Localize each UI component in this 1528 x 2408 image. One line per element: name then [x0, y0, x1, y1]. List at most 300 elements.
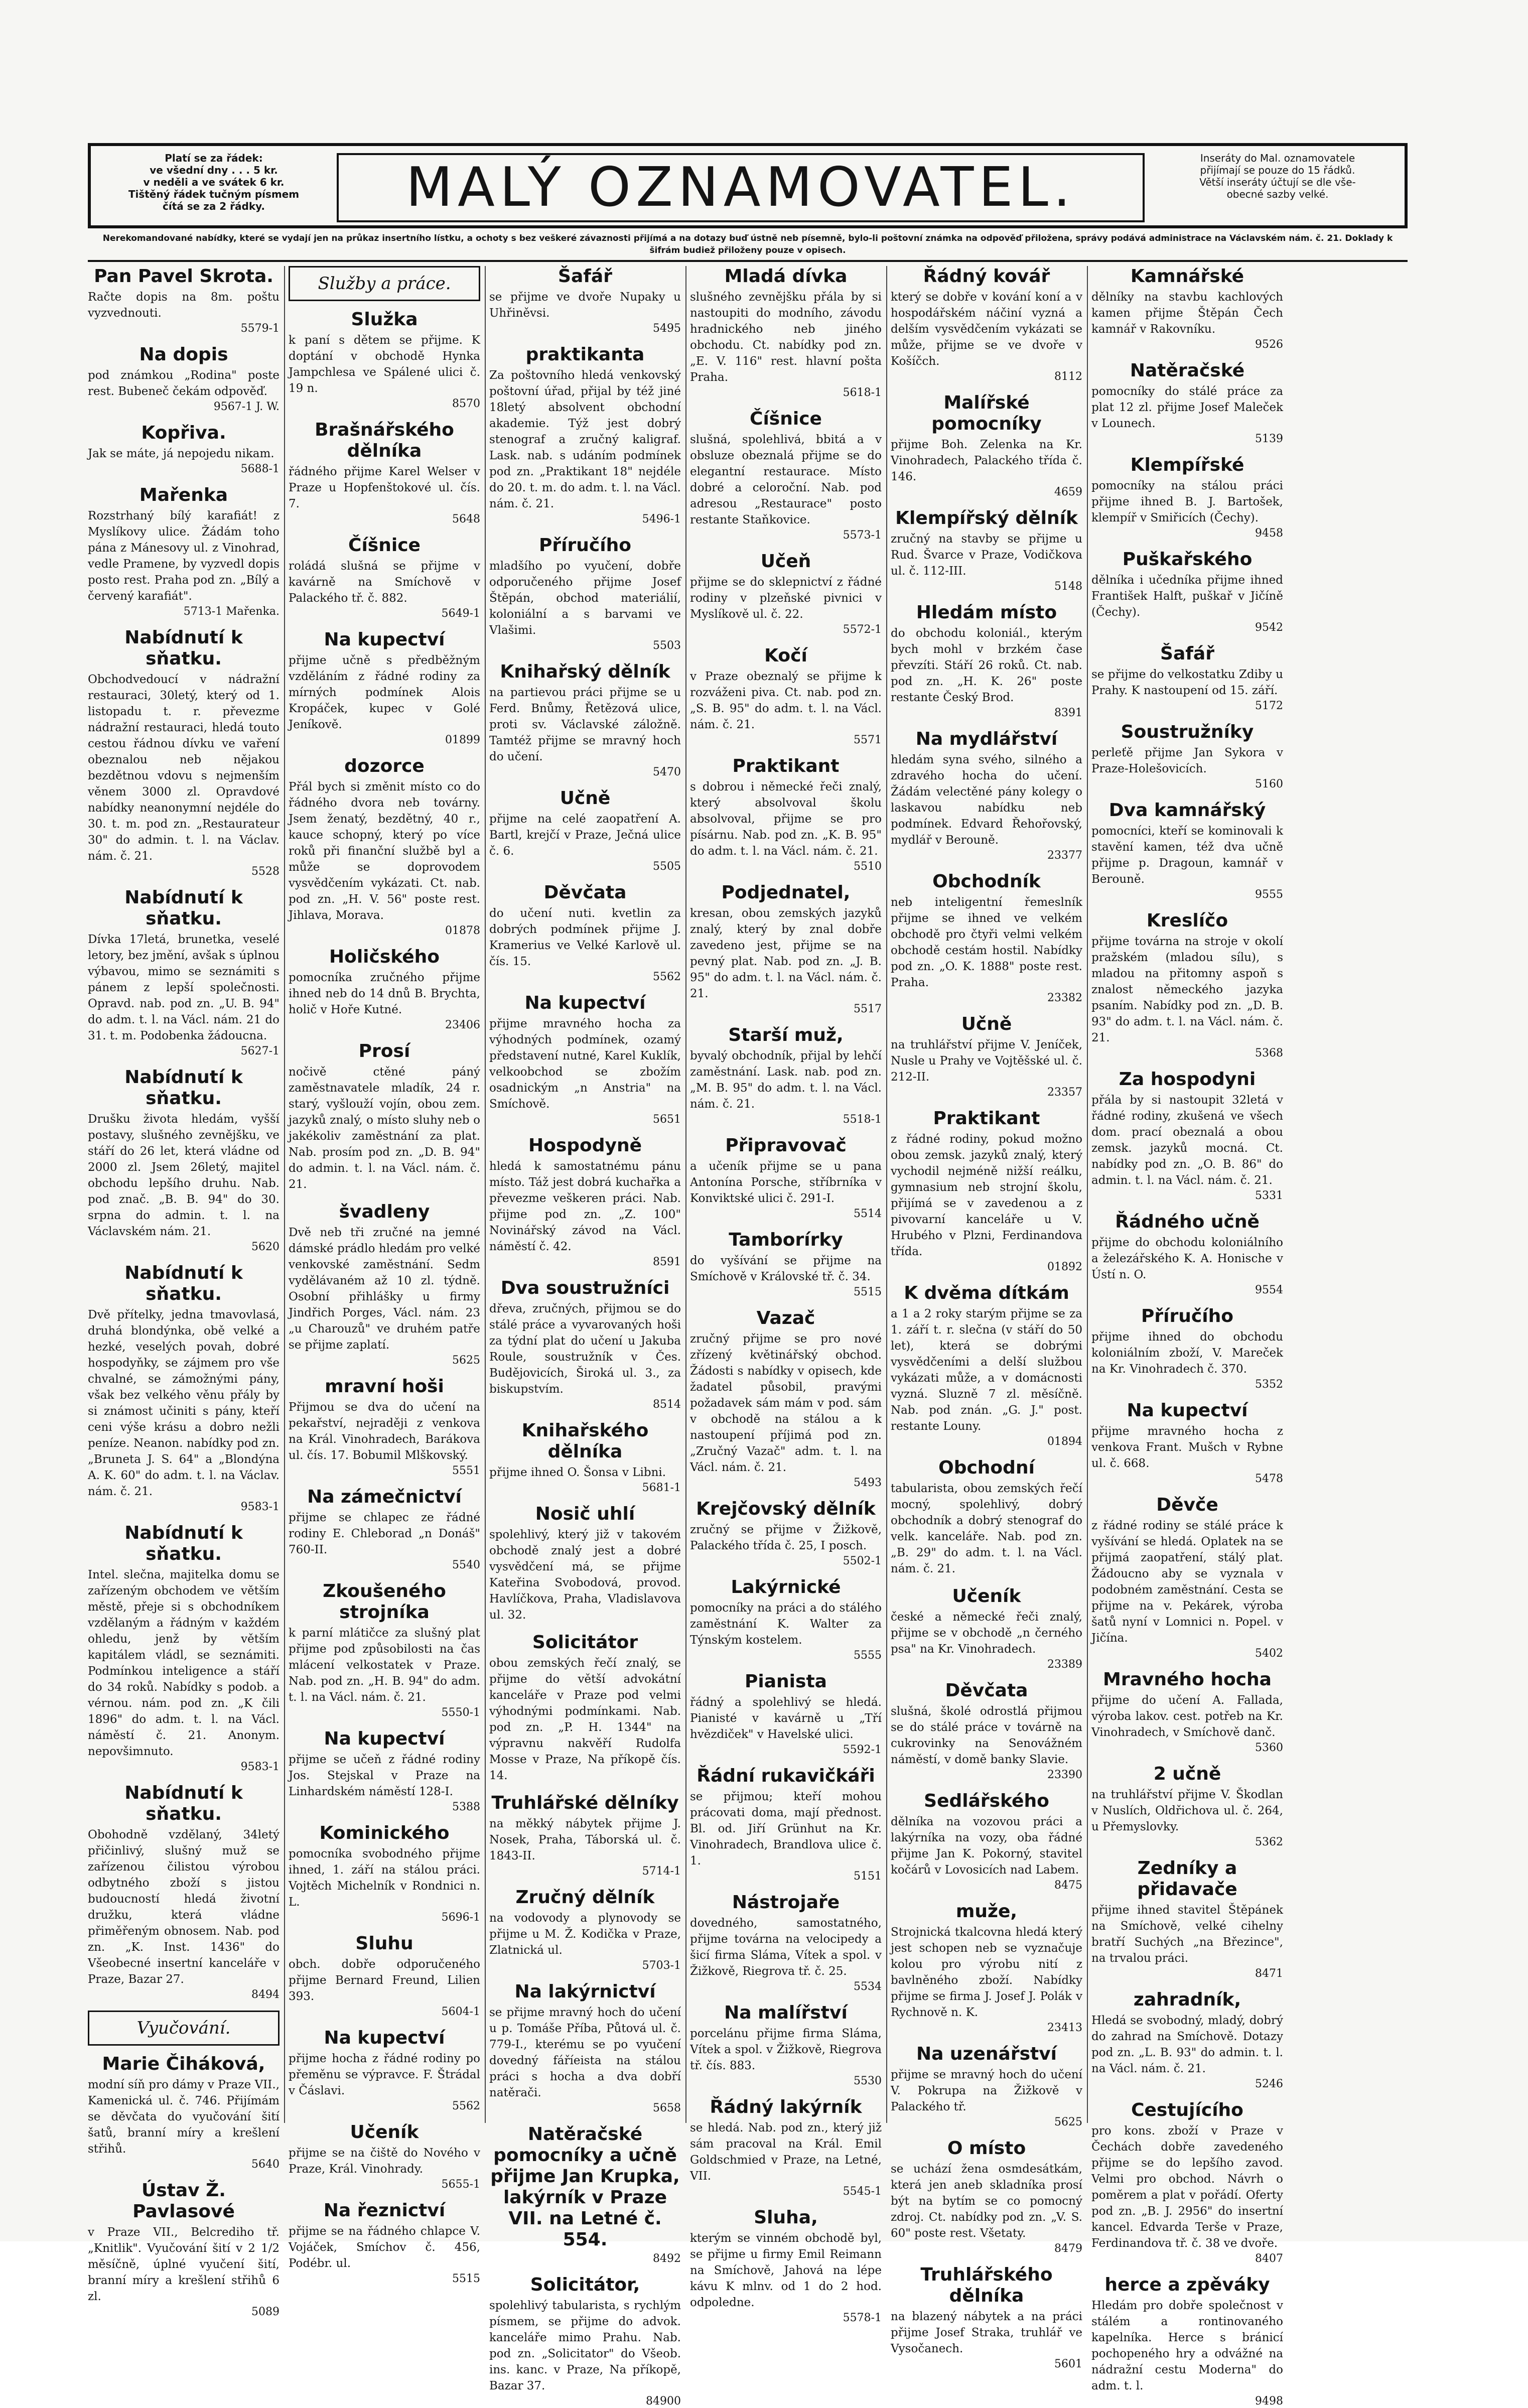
classified-ad — [1091, 1212, 1283, 1297]
ad-number: 8570 — [452, 397, 480, 410]
ad-number: 8391 — [1054, 707, 1082, 719]
ad-number: 5160 — [1255, 778, 1283, 790]
ad-number: 5573-1 — [843, 529, 882, 542]
classified-ad — [489, 1504, 681, 1623]
ad-number: 5362 — [1255, 1836, 1283, 1848]
ad-heading: Lakýrnické — [731, 1577, 841, 1597]
ad-text: přijme se učeň z řádné rodiny Jos. Stejskal v Praze na Linhardském náměstí 128-I. — [289, 1753, 480, 1798]
ad-text: Intel. slečna, majitelka domu se zařízeným obchodem ve větším městě, přeje si s obchodníkem vzdělaným a řádným v každém ohledu, jenž by větším kapitálem vládl, se seznámiti. Podmínkou inteligence a stáří do 34 roků. Nabídky s podob. a vérnou. nám. pod zn. „K čili 1896" do adm. t. l. na Václ. náměstí č. 21. Anonym. nepovšimnuto. — [88, 1568, 280, 1758]
ad-number: 5528 — [251, 865, 280, 878]
column-4 — [690, 266, 882, 2324]
ad-text: Dívka 17letá, brunetka, veselé letory, bez jmění, avšak s úplnou výbavou, mimo se seznámiti s pánem z lepší společnosti. Opravd. nab. pod zn. „U. B. 94" do adm. t. l. na Václ. nám. 21 do 31. t. m. Podobenka žádoucna. — [88, 933, 280, 1042]
ad-text: nočivě ctěné páný zaměstnavatele mladík, 24 r. starý, vyšlouží vojín, obou zem. jazyků znalý, o místo sluhy neb o jakékoliv zaměstnání za plat. Nab. prosím pod zn. „D. B. 94" do admin. t. l. na Václ. nám. č. 21. — [289, 1065, 480, 1191]
classified-ad — [690, 2097, 882, 2198]
classified-ad — [289, 2122, 480, 2191]
ad-text: přijme se mravný hoch do učení V. Pokrupa na Žižkově v Palackého tř. — [891, 2068, 1082, 2113]
classified-ad — [289, 2200, 480, 2286]
classified-ad — [891, 2138, 1082, 2255]
ad-text: přijme mravného hocha z venkova Frant. Mušch v Rybne ul. č. 668. — [1091, 1425, 1283, 1470]
ad-heading: Klempířský dělník — [895, 508, 1078, 528]
ad-number: 23382 — [1047, 992, 1082, 1004]
classified-ad — [891, 1901, 1082, 2035]
ad-text: do vyšívání se přijme na Smíchově v Královské tř. č. 34. — [690, 1254, 882, 1283]
ad-text: pod známkou „Rodina" poste rest. Bubeneč čekám odpověď. — [88, 369, 280, 398]
classified-ad — [88, 1523, 280, 1774]
ad-number: 23377 — [1047, 849, 1082, 862]
ad-heading: Tamborírky — [729, 1230, 843, 1250]
ad-text: tabularista, obou zemských řečí mocný, spolehlivý, dobrý obchodník a dobrý stenograf do velk. kanceláře. Nab. pod zn. „B. 29" do adm. t. l. na Václ. nám. č. 21. — [891, 1482, 1082, 1575]
ad-text: obch. dobře odporučeného přijme Bernard Freund, Lilien 393. — [289, 1958, 480, 2003]
ad-number: 5331 — [1255, 1189, 1283, 1202]
classified-ad — [1091, 643, 1283, 713]
ad-heading: Děvčata — [945, 1680, 1028, 1701]
price-line: v neděli a ve svátek 6 kr. — [143, 176, 285, 188]
ad-text: na vodovody a plynovody se přijme u M. Ž. Kodička v Praze, Zlatnická ul. — [489, 1912, 681, 1957]
ad-text: Račte dopis na 8m. poštu vyzvednouti. — [88, 291, 280, 320]
ad-text: řádného přijme Karel Welser v Praze u Hopfenštokové ul. čís. 7. — [289, 465, 480, 510]
section-heading: Služby a práce. — [289, 266, 480, 301]
ad-number: 8479 — [1054, 2242, 1082, 2255]
ad-heading: Na kupectví — [324, 629, 445, 650]
ad-text: české a německé řeči znalý, přijme se v obchodě „n černého psa" na Kr. Vinohradech. — [891, 1611, 1082, 1656]
ad-number: 5550-1 — [441, 1706, 480, 1719]
ad-number: 5514 — [854, 1208, 882, 1220]
ad-number: 5562 — [452, 2100, 480, 2112]
ad-number: 23389 — [1047, 1658, 1082, 1671]
ad-heading: Natěračské — [1130, 360, 1245, 381]
ad-number: 01878 — [445, 924, 480, 937]
ad-heading: Kreslíčo — [1146, 910, 1228, 931]
insertion-line: obecné sazby velké. — [1226, 188, 1329, 200]
ad-heading: Zručný dělník — [515, 1887, 655, 1908]
ad-heading: Sluha, — [754, 2207, 818, 2228]
ad-text: přijme ihned O. Šonsa v Libni. — [489, 1466, 666, 1479]
ad-text: k paní s dětem se přijme. K doptání v obchodě Hynka Jampchlesa ve Spálené ulici č. 19 n. — [289, 334, 480, 395]
classified-ad — [1091, 1669, 1283, 1755]
classified-ad — [489, 1632, 681, 1784]
column-divider — [1087, 266, 1088, 2123]
ad-text: se přijme do velkostatku Zdiby u Prahy. K nastoupení od 15. září. — [1091, 668, 1283, 697]
classified-ad — [690, 1892, 882, 1993]
ad-heading: Učeň — [760, 551, 811, 572]
ad-number: 5503 — [653, 639, 681, 652]
column-divider — [284, 266, 285, 2123]
ad-heading: Nabídnutí k sňatku. — [124, 1783, 243, 1824]
classified-ad — [88, 266, 280, 335]
ad-text: pomocníky na práci a do stálého zaměstnání K. Walter za Týnským kostelem. — [690, 1601, 882, 1647]
classified-ad — [1091, 1306, 1283, 1391]
ad-heading: Marie Čiháková, — [102, 2054, 265, 2074]
classified-ad — [289, 420, 480, 526]
ad-text: kresan, obou zemských jazyků znalý, který by znal dobře zavedeno jest, přijme se na pevný plat. Nab. pod zn. „J. B. 95" do adm. t. l. na Václ. nám. č. 21. — [690, 907, 882, 1000]
ad-text: z řádné rodiny se stálé práce k vyšívání se hledá. Oplatek na se přijmá zaopatření, stálý plat. Žádoucno aby se vyznala v podobném zaměstnání. Cesta se přijme na v. Pekárek, výroba šatů nyní v Lomnici n. Popel. v Jičína. — [1091, 1519, 1283, 1645]
column-5 — [891, 266, 1082, 2370]
ad-heading: Šafář — [558, 266, 612, 287]
ad-heading: Natěračské pomocníky a učně přijme Jan Krupka, lakýrník v Praze VII. na Letné č. 554. — [490, 2124, 680, 2250]
ad-text: přijme se na čiště do Nového v Praze, Král. Vinohrady. — [289, 2147, 480, 2176]
ad-number: 5510 — [854, 860, 882, 873]
ad-heading: Učně — [961, 1014, 1012, 1034]
ad-heading: Řádného učně — [1115, 1212, 1260, 1232]
ad-number: 9583-1 — [240, 1761, 280, 1773]
ad-heading: Knihařského dělníka — [521, 1420, 649, 1462]
ad-number: 9458 — [1255, 527, 1283, 540]
classified-ad — [289, 1933, 480, 2019]
classified-ad — [1091, 800, 1283, 901]
ad-heading: Nástrojaře — [732, 1892, 840, 1913]
ad-heading: Truhlářské dělníky — [491, 1793, 679, 1813]
classified-ad — [1091, 455, 1283, 540]
ad-heading: zahradník, — [1133, 1989, 1241, 2010]
ad-text: z řádné rodiny, pokud možno obou zemsk. jazyků znalý, který vychodil nejméně nižší reálku, gymnasium neb strojní školu, přijímá se v zavedenou a z pivovarní kanceláře u V. Hrubého v Plzni, Ferdinandova třída. — [891, 1133, 1082, 1258]
ad-heading: Na malířství — [724, 2002, 848, 2023]
ad-heading: Za hospodyni — [1119, 1069, 1256, 1090]
classified-ad — [289, 1487, 480, 1572]
ad-number: 9583-1 — [240, 1501, 280, 1513]
ad-heading: Na mydlářství — [915, 729, 1058, 749]
ad-heading: Praktikant — [933, 1108, 1040, 1129]
ad-number: 01892 — [1047, 1261, 1082, 1273]
ad-text: na měkký nábytek přijme J. Nosek, Praha, Táborská ul. č. 1843-II. — [489, 1817, 681, 1862]
ad-text: mladšího po vyučení, dobře odporučeného přijme Josef Štěpán, obchod materiálií, koloniální a s barvami ve Vlašimi. — [489, 560, 681, 637]
ad-text: přijme hocha z řádné rodiny po přeměnu se výpravce. F. Štrádal v Čáslavi. — [289, 2052, 480, 2097]
ad-number: 9498 — [1255, 2395, 1283, 2407]
ad-text: přijme továrna na stroje v okolí pražském (mladou sílu), s mladou na přitomny aspoň s znalost německého jazyka psaním. Nabídky pod zn. „D. B. 93" do adm. t. l. na Václ. nám. č. 21. — [1091, 935, 1283, 1044]
ad-heading: Řádný kovář — [923, 266, 1050, 287]
classified-ad — [690, 266, 882, 399]
ad-number: 8494 — [251, 1988, 280, 2001]
classified-ad — [891, 1586, 1082, 1671]
ad-text: pomocníka svobodného přijme ihned, 1. září na stálou práci. Vojtěch Michelník v Rondnici n. L. — [289, 1847, 480, 1909]
ad-number: 8471 — [1255, 1967, 1283, 1980]
ad-heading: praktikanta — [525, 344, 645, 365]
column-6 — [1091, 266, 1283, 2407]
classified-ad — [289, 1041, 480, 1192]
classified-ad — [1091, 360, 1283, 446]
ad-number: 5572-1 — [843, 623, 882, 636]
ad-text: slušná, spolehlivá, bbitá a v obsluze obeznalá přijme se do elegantní restaurace. Místo dobré a celoroční. Nab. pod adresou „Restaurace" posto restante Staňkovice. — [690, 433, 882, 526]
ad-heading: Kamnářské — [1130, 266, 1244, 287]
ad-heading: Na kupectví — [324, 1728, 445, 1749]
ad-text: Za poštovního hledá venkovský poštovní úřad, přijal by též jiné 18letý absolvent obchodní akademie. Týž jest dobrý stenograf a zručný kaligraf. Lask. nab. s udáním podmínek pod zn. „Praktikant 18" nejdéle do 20. t. m. do adm. t. l. na Václ. nám. č. 21. — [489, 369, 681, 510]
ad-text: se přijme ve dvoře Nupaky u Uhřiněvsi. — [489, 291, 681, 320]
classified-ad — [891, 392, 1082, 499]
ad-heading: Děvčata — [543, 882, 627, 903]
classified-ad — [690, 1230, 882, 1299]
ad-number: 5655-1 — [441, 2178, 480, 2191]
ad-number: 5496-1 — [642, 513, 681, 525]
ad-text: Drušku života hledám, vyšší postavy, slušného zevnějšku, ve stáří do 26 let, která vládne od 2000 zl. Jsem 26letý, majitel obchodu lepšího druhu. Nab. pod znač. „B. B. 94" do 30. srpna do admin. t. l. na Václavském nám. 21. — [88, 1113, 280, 1238]
ad-heading: Nabídnutí k sňatku. — [124, 1067, 243, 1109]
ad-heading: Příručího — [539, 535, 631, 556]
ad-text: Dvě přítelky, jedna tmavovlasá, druhá blondýnka, obě velké a hezké, veselých povah, dobré hospodyňky, se zájmem pro vše chvalné, se zámožnými pány, však bez velkého věnu přály by si známost učiniti s pány, kteří ceni výše krásu a dobro nežli peníze. Neanon. nabídky pod zn. „Bruneta J. S. 64" a „Blondýna A. K. 60" do adm. t. l. na Václav. nám. č. 21. — [88, 1308, 280, 1498]
ad-number: 23406 — [445, 1019, 480, 1031]
ad-heading: Šafář — [1160, 643, 1214, 664]
ad-heading: Nosič uhlí — [535, 1504, 635, 1524]
ad-number: 5620 — [251, 1241, 280, 1253]
ad-heading: Nabídnutí k sňatku. — [124, 1523, 243, 1564]
ad-number: 5151 — [854, 1870, 882, 1883]
ad-number: 8514 — [653, 1398, 681, 1411]
classified-ad — [489, 1793, 681, 1878]
ad-text: přijme se do sklepnictví z řádné rodiny v plzeňské pivnici v Myslíkově ul. č. 22. — [690, 576, 882, 621]
classified-ad — [690, 2002, 882, 2088]
ad-number: 5681-1 — [642, 1482, 681, 1494]
classified-ad — [489, 993, 681, 1126]
classified-ad — [891, 2264, 1082, 2371]
ad-heading: Obchodní — [938, 1457, 1035, 1478]
ad-text: slušná, školé odrostlá přijmou se do stálé práce v továrně na cukrovinky na Senovážném náměstí, v domě banky Slavie. — [891, 1705, 1082, 1766]
classified-ad — [88, 1263, 280, 1514]
classified-ad — [690, 2207, 882, 2325]
ad-text: na truhlářství přijme V. Škodlan v Nuslích, Oldřichova ul. č. 264, u Přemyslovky. — [1091, 1788, 1283, 1833]
ad-number: 5604-1 — [441, 2005, 480, 2018]
ad-text: se uchází žena osmdesátkám, která jen aneb skladníka prosí být na bytím se co pomocný zdroj. Ct. nabídky pod zn. „V. S. 60" poste rest. Všetaty. — [891, 2163, 1082, 2240]
price-line: ve všední dny . . . 5 kr. — [150, 164, 278, 176]
ad-text: přijme Boh. Zelenka na Kr. Vinohradech, Palackého třída č. 146. — [891, 438, 1082, 483]
ad-number: 01894 — [1047, 1435, 1082, 1448]
classified-ad — [1091, 1495, 1283, 1660]
ad-text: na blazený nábytek a na práci přijme Josef Straka, truhlář ve Vysočanech. — [891, 2310, 1082, 2355]
ad-number: 5139 — [1255, 433, 1283, 445]
ad-text: v Praze VII., Belcrediho tř. „Knitlik". Vyučování šití v 2 1/2 měsíčně, úplné vyučení šití, branní míry a krešlení střihů 6 zl. — [88, 2226, 280, 2303]
ad-text: spolehlivý, který již v takovém obchodě znalý jest a dobré vysvědčení má, se přijme Kateřina Svobodová, provod. Havlíčkova, Praha, Vladislavova ul. 32. — [489, 1528, 681, 1622]
ad-number: 5470 — [653, 766, 681, 778]
ad-heading: Na uzenářství — [916, 2044, 1057, 2064]
column-divider — [685, 266, 686, 2123]
ad-number: 8475 — [1054, 1879, 1082, 1892]
ad-text: zručný na stavby se přijme u Rud. Švarce v Praze, Vodičkova ul. č. 112-III. — [891, 532, 1082, 578]
ad-text: neb inteligentní řemeslník přijme se ihned ve velkém obchodě pro čtyři velmi velkém obchodě cestám hostil. Nabídky pod zn. „O. K. 1888" poste rest. Praha. — [891, 896, 1082, 989]
classified-ad — [690, 1577, 882, 1662]
ad-text: na truhlářství přijme V. Jeníček, Nusle u Prahy ve Vojtěšské ul. č. 212-II. — [891, 1038, 1082, 1084]
classified-ad — [690, 1499, 882, 1568]
ad-heading: Na kupectví — [524, 993, 646, 1013]
classified-ad — [891, 1457, 1082, 1577]
ad-heading: Učně — [560, 788, 611, 809]
column-divider — [886, 266, 887, 2123]
ad-text: Obchodvedoucí v nádražní restauraci, 30letý, který od 1. listopadu t. r. převezme nádražní restauraci, hledá touto cestou řádnou dívku ve vaření obeznalou neb nějakou bezdětnou vdovu s nejmenším věnem 3000 zl. Opravdové nabídky neanonymní nejdéle do 30. t. m. pod zn. „Restaurateur 30" do admin. t. l. na Václav. nám. č. 21. — [88, 673, 280, 863]
ad-text: pro kons. zboží v Praze v Čechách dobře zavedeného přijme se do lepšího zavod. Velmi pro obchod. Návrh o poměrem a plat v pořádí. Oferty pod zn. „B. J. 2956" do insertní kancel. Edvarda Terše v Praze, Ferdinandova tř. č. 38 ve dvoře. — [1091, 2124, 1283, 2250]
classified-ad — [891, 1283, 1082, 1448]
ad-text: porcelánu přijme firma Sláma, Vítek a spol. v Žižkově, Riegrova tř. čís. 883. — [690, 2027, 882, 2072]
ad-number: 5148 — [1054, 580, 1082, 593]
ad-text: dřeva, zručných, přijmou se do stálé práce a vyvarovaných hoši za týdní plat do učení u Jakuba Roule, soustružník v Čes. Budějovicích, Široká ul. 3., za biskupstvím. — [489, 1302, 681, 1396]
classified-ad — [289, 1581, 480, 1719]
ad-heading: švadleny — [339, 1201, 430, 1222]
ad-number: 5515 — [854, 1286, 882, 1298]
classified-ad — [1091, 1069, 1283, 1202]
price-line: čítá se za 2 řádky. — [163, 200, 265, 212]
ad-text: Dvě neb tři zručné na jemné dámské prádlo hledám pro velké venkovské zaměstnání. Sedm vydělávaném až 10 zl. týdně. Osobní přihlášky u firmy Jindřich Porges, Václ. nám. 23 „u Charouzů" ve druhém patře se přijme zaplatí. — [289, 1226, 480, 1352]
classified-ad — [289, 1376, 480, 1478]
ad-heading: Děvče — [1156, 1495, 1218, 1515]
ad-heading: herce a zpěváky — [1104, 2275, 1270, 2295]
ad-number: 5601 — [1054, 2358, 1082, 2370]
classified-ad — [690, 1025, 882, 1126]
ad-number: 5534 — [854, 1980, 882, 1993]
ad-text: pomocníci, kteří se kominovali k stavění kamen, též dva učně přijme p. Dragoun, kamnář v Berouně. — [1091, 825, 1283, 886]
ad-heading: muže, — [955, 1901, 1018, 1922]
classified-ad — [289, 1728, 480, 1814]
ad-heading: Klempířské — [1130, 455, 1244, 475]
ad-number: 5352 — [1255, 1378, 1283, 1391]
header-rule — [88, 260, 1408, 262]
insertion-info — [1152, 152, 1403, 200]
classified-ad — [1091, 1764, 1283, 1849]
ad-number: 8591 — [653, 1256, 681, 1268]
ad-text: s dobrou i německé řeči znalý, který absolvoval školu absolvoval, přijme se pro písárnu. Nab. pod zn. „K. B. 95" do adm. t. l. na Václ. nám. č. 21. — [690, 780, 882, 858]
ad-text: slušného zevnějšku přála by si nastoupiti do modního, závodu hradnického neb jiného obchodu. Ct. nabídky pod zn. „E. V. 116" rest. hlavní pošta Praha. — [690, 291, 882, 384]
ad-text: který se dobře v kování koní a v hospodářském náčiní vyzná a delším vysvědčením vykázati se může, přijme se ve dvoře v Košíčch. — [891, 291, 1082, 368]
ad-heading: Zkoušeného strojníka — [323, 1581, 446, 1623]
classified-ad — [489, 2275, 681, 2408]
ad-text: zručný se přijme v Žižkově, Palackého třída č. 25, I posch. — [690, 1523, 882, 1552]
classified-ad — [289, 947, 480, 1032]
ad-heading: Puškařského — [1122, 549, 1253, 570]
ad-number: 5517 — [854, 1003, 882, 1015]
classified-ad — [891, 2044, 1082, 2129]
classified-ad — [489, 1981, 681, 2115]
ad-text: se přijme mravný hoch do učení u p. Tomáše Příba, Půtová ul. č. 779-I., kterému se po vyučení dovedný fáříeista na stálou práci s hocha a dva dobří natěrači. — [489, 2006, 681, 2099]
ad-text: Obohodně vzdělaný, 34letý přičinlivý, slušný muž se zařízenou čilistou výrobou odbytného zboží s jistou budoucností hledá životní družku, která vládne přiměřeným obnosem. Nab. pod zn. „K. Inst. 1436" do Všeobecné insertní kanceláře v Praze, Bazar 27. — [88, 1828, 280, 1986]
ad-number: 84900 — [646, 2395, 681, 2407]
ad-text: a 1 a 2 roky starým přijme se za 1. září t. r. slečna (v stáří do 50 let), která se dobrými vysvědčeními a delší službou vykázati může, a v domácnosti vyzná. Sluzně 7 zl. měsíčně. Nab. pod znán. „G. J." post. restante Louny. — [891, 1307, 1082, 1433]
ad-text: a učeník přijme se u pana Antonína Porsche, stříbrníka v Konviktské ulici č. 291-I. — [690, 1160, 882, 1205]
ad-number: 5658 — [653, 2102, 681, 2114]
ad-text: k parní mlátičce za slušný plat přijme pod způsobilosti na čas mlácení velkostatek v Praze. Nab. pod zn. „H. B. 94" do adm. t. l. na Václ. nám. č. 21. — [289, 1627, 480, 1704]
classified-ad — [891, 871, 1082, 1005]
ad-heading: Mařenka — [139, 485, 228, 505]
ad-number: 5579-1 — [240, 322, 280, 335]
ad-heading: Vazač — [756, 1308, 815, 1328]
ad-heading: Prosí — [358, 1041, 410, 1061]
ad-text: roládá slušná se přijme v kavárně na Smíchově v Palackého tř. č. 882. — [289, 560, 480, 605]
ad-number: 5530 — [854, 2075, 882, 2087]
ad-text: perleťě přijme Jan Sykora v Praze-Holešovicích. — [1091, 746, 1283, 775]
ad-heading: Dva kamnářský — [1108, 800, 1266, 821]
ad-number: 5545-1 — [843, 2185, 882, 2198]
ad-number: 5640 — [251, 2158, 280, 2171]
ad-text: do obchodu koloniál., kterým bych mohl v brzkém čase převzíti. Stáří 26 roků. Ct. nab. pod zn. „H. K. 26" poste restante Český Brod. — [891, 627, 1082, 704]
ad-text: do učení nuti. kvetlin za dobrých podmínek přijme J. Kramerius ve Velké Karlově ul. čís. 15. — [489, 907, 681, 968]
ad-number: 9526 — [1255, 338, 1283, 351]
ad-text: se přijmou; kteří mohou prácovati doma, mají přednost. Bl. od. Jiří Grünhut na Kr. Vinohradech, Brandlova ulice č. 1. — [690, 1790, 882, 1867]
ad-heading: Mravného hocha — [1103, 1669, 1272, 1690]
classified-ad — [489, 1278, 681, 1411]
classified-ad — [891, 1108, 1082, 1274]
ad-text: Strojnická tkalcovna hledá který jest schopen neb se vyznačuje kolou pro výrobu nití z bavlněného zboží. Nabídky přijme se firma J. Josef J. Polák v Rychnově n. K. — [891, 1926, 1082, 2019]
classified-ad — [690, 756, 882, 873]
ad-heading: Řádní rukavičkáři — [697, 1766, 875, 1786]
ad-number: 5714-1 — [642, 1865, 681, 1878]
ad-heading: Sluhu — [355, 1933, 413, 1954]
ad-number: 5555 — [854, 1649, 882, 1662]
column-2 — [289, 266, 480, 2285]
ad-heading: Cestujícího — [1131, 2100, 1243, 2120]
ad-text: dovedného, samostatného, přijme továrna na velocipedy a šicí firma Sláma, Vítek a spol. v Žižkově, Riegrova tř. č. 25. — [690, 1917, 882, 1978]
ad-number: 8112 — [1054, 370, 1082, 383]
classified-ad — [489, 344, 681, 526]
ad-heading: Nabídnutí k sňatku. — [124, 627, 243, 669]
ad-number: 5551 — [452, 1464, 480, 1477]
column-divider — [485, 266, 486, 2123]
ad-heading: Solicitátor — [532, 1632, 638, 1653]
ad-number: 5502-1 — [843, 1555, 882, 1567]
ad-number: 5713-1 Mařenka. — [183, 605, 280, 618]
ad-heading: Kočí — [764, 645, 807, 666]
classified-ad — [88, 887, 280, 1058]
classified-ad — [489, 788, 681, 873]
ad-heading: Učeník — [350, 2122, 419, 2143]
classified-ad — [690, 409, 882, 542]
price-line: Platí se za řádek: — [165, 152, 263, 164]
ad-heading: Malířské pomocníky — [931, 392, 1042, 434]
ad-text: přijme ihned do obchodu koloniálním zboží, V. Mareček na Kr. Vinohradech č. 370. — [1091, 1330, 1283, 1376]
ad-number: 9542 — [1255, 621, 1283, 634]
ad-heading: Knihařský dělník — [500, 661, 670, 682]
column-1 — [88, 266, 280, 2318]
classified-ad — [690, 1671, 882, 1757]
ad-number: 5571 — [854, 734, 882, 746]
classified-ad — [289, 309, 480, 411]
classified-ad — [690, 1135, 882, 1221]
ad-number: 9554 — [1255, 1284, 1283, 1296]
insertion-line: Větší inseráty účtují se dle vše- — [1199, 176, 1356, 188]
ad-heading: Připravovač — [725, 1135, 847, 1156]
ad-heading: dozorce — [344, 756, 425, 776]
classified-ad — [1091, 549, 1283, 634]
ad-text: Hledám pro dobře společnost v stálém a rontinovaného kapelníka. Herce s bránicí pochopeného hry a odvážné na nádražní cestu Moderna" do adm. t. l. — [1091, 2299, 1283, 2392]
ad-heading: Dva soustružníci — [500, 1278, 670, 1298]
ad-text: přijme do učení A. Fallada, výroba lakov. cest. potřeb na Kr. Vinohradech, v Smíchově danč. — [1091, 1694, 1283, 1739]
ad-number: 23413 — [1047, 2022, 1082, 2034]
ad-number: 5515 — [452, 2272, 480, 2285]
ad-number: 5246 — [1255, 2078, 1283, 2090]
column-3 — [489, 266, 681, 2407]
ad-text: přijme se chlapec ze řádné rodiny E. Chleborad „n Donáš" 760-II. — [289, 1511, 480, 1556]
classified-ad — [289, 1201, 480, 1367]
ad-heading: O místo — [947, 2138, 1026, 2159]
ad-number: 5618-1 — [843, 386, 882, 399]
ad-number: 5651 — [653, 1113, 681, 1126]
classified-ad — [690, 1766, 882, 1883]
ad-text: byvalý obchodník, přijal by lehčí zaměstnání. Lask. nab. pod zn. „M. B. 95" do adm. t. l. na Václ. nám. č. 21. — [690, 1049, 882, 1111]
ad-text: dělníka na vozovou práci a lakýrníka na vozy, oba řádné přijme Jan K. Pokorný, stavitel kočárů v Lovosicích nad Labem. — [891, 1815, 1082, 1877]
classified-ad — [88, 423, 280, 476]
classified-ad — [489, 2124, 681, 2265]
ad-heading: Obchodník — [932, 871, 1041, 892]
ad-number: 23390 — [1047, 1769, 1082, 1781]
classified-ad — [88, 1783, 280, 2001]
ad-heading: Praktikant — [732, 756, 840, 776]
ad-text: v Praze obeznalý se přijme k rozváženi piva. Ct. nab. pod zn. „S. B. 95" do adm. t. l. na Václ. nám. č. 21. — [690, 670, 882, 731]
classified-ad — [1091, 2275, 1283, 2408]
ad-text: Rozstrhaný bílý karafiát! z Myslíkovy ulice. Žádám toho pána z Mánesovy ul. z Vinohrad, vedle Pramene, by vyzvedl dopis posto rest. Praha pod zn. „Bílý a červený karafiát". — [88, 509, 280, 603]
ad-text: zručný přijme se pro nové zřízený květinářský obchod. Žádosti s nabídky v opisech, kde žadatel působil, pravými požadavek sám mám v pod. sám v obchodě na stálou a k nastoupení příjimá pod zn. „Zručný Vazač" adm. t. l. na Václ. nám. č. 21. — [690, 1332, 882, 1474]
ad-number: 5495 — [653, 322, 681, 335]
page-title: MALÝ OZNAMOVATEL. — [337, 153, 1145, 222]
ad-text: pomocníky na stálou práci přijme ihned B. J. Bartošek, klempíř v Smiřicích (Čechy). — [1091, 479, 1283, 524]
classified-ad — [489, 882, 681, 984]
classified-ad — [891, 602, 1082, 720]
ad-number: 5540 — [452, 1559, 480, 1571]
ad-heading: Na lakýrnictví — [514, 1981, 656, 2002]
price-info — [96, 152, 332, 212]
ad-text: pomocníka zručného přijme ihned neb do 14 dnů B. Brychta, holič v Hoře Kutné. — [289, 971, 480, 1016]
ad-heading: Na řeznictví — [323, 2200, 446, 2221]
classified-ad — [88, 2180, 280, 2319]
